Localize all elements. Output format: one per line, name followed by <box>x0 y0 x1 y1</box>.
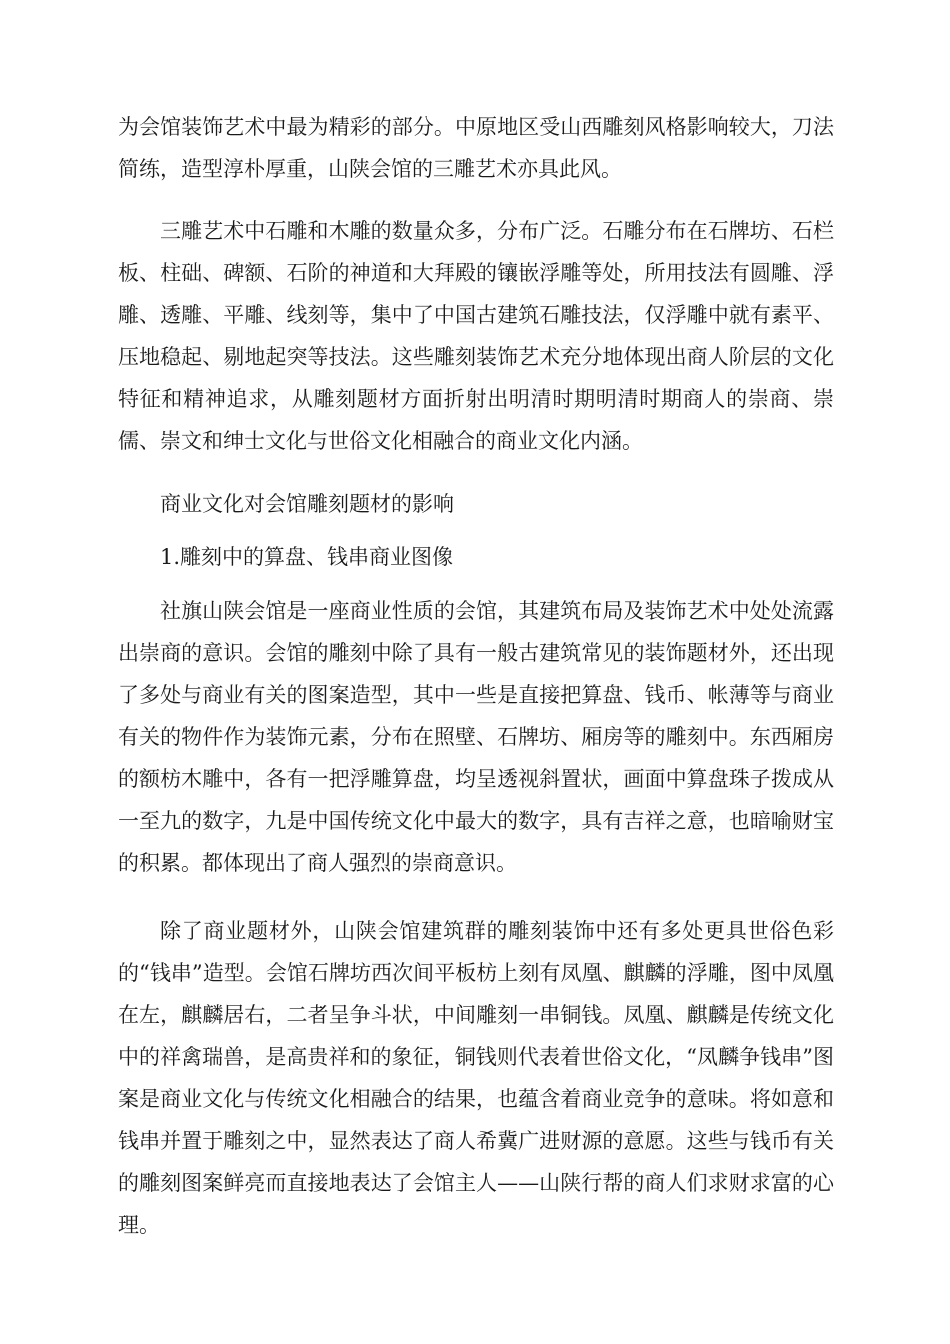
paragraph-2: 三雕艺术中石雕和木雕的数量众多，分布广泛。石雕分布在石牌坊、石栏板、柱础、碑额、石阶的神道和大拜殿的镶嵌浮雕等处，所用技法有圆雕、浮雕、透雕、平雕、线刻等，集中了中国古建筑石雕技法，仅浮雕中就有素平、压地稳起、剔地起突等技法。这些雕刻装饰艺术充分地体现出商人阶层的文化特征和精神追求，从雕刻题材方面折射出明清时期明清时期商人的崇商、崇儒、崇文和绅士文化与世俗文化相融合的商业文化内涵。 <box>118 219 834 453</box>
subsection-heading-block <box>118 536 834 578</box>
paragraph-1: 为会馆装饰艺术中最为精彩的部分。中原地区受山西雕刻风格影响较大，刀法简练，造型淳朴厚重，山陕会馆的三雕艺术亦具此风。 <box>118 115 834 181</box>
paragraph-3: 社旗山陕会馆是一座商业性质的会馆，其建筑布局及装饰艺术中处处流露出崇商的意识。会馆的雕刻中除了具有一般古建筑常见的装饰题材外，还出现了多处与商业有关的图案造型，其中一些是直接把算盘、钱币、帐薄等与商业有关的物件作为装饰元素，分布在照壁、石牌坊、厢房等的雕刻中。东西厢房的额枋木雕中，各有一把浮雕算盘，均呈透视斜置状，画面中算盘珠子拨成从一至九的数字，九是中国传统文化中最大的数字，具有吉祥之意，也暗喻财宝的积累。都体现出了商人强烈的崇商意识。 <box>118 599 834 875</box>
section-heading: 商业文化对会馆雕刻题材的影响 <box>160 492 454 516</box>
subsection-heading: 1.雕刻中的算盘、钱串商业图像 <box>160 545 454 569</box>
paragraph-abacus <box>118 590 834 884</box>
paragraph-continuation <box>118 106 834 190</box>
section-heading-block <box>118 483 834 525</box>
paragraph-4: 除了商业题材外，山陕会馆建筑群的雕刻装饰中还有多处更具世俗色彩的“钱串”造型。会馆石牌坊西次间平板枋上刻有凤凰、麒麟的浮雕，图中凤凰在左，麒麟居右，二者呈争斗状，中间雕刻一串铜钱。凤凰、麒麟是传统文化中的祥禽瑞兽，是高贵祥和的象征，铜钱则代表着世俗文化，“凤麟争钱串”图案是商业文化与传统文化相融合的结果，也蕴含着商业竞争的意味。将如意和钱串并置于雕刻之中，显然表达了商人希冀广进财源的意愿。这些与钱币有关的雕刻图案鲜亮而直接地表达了会馆主人——山陕行帮的商人们求财求富的心理。 <box>118 919 834 1237</box>
paragraph-stone-wood-carving <box>118 210 834 462</box>
paragraph-coin-string <box>118 910 834 1246</box>
